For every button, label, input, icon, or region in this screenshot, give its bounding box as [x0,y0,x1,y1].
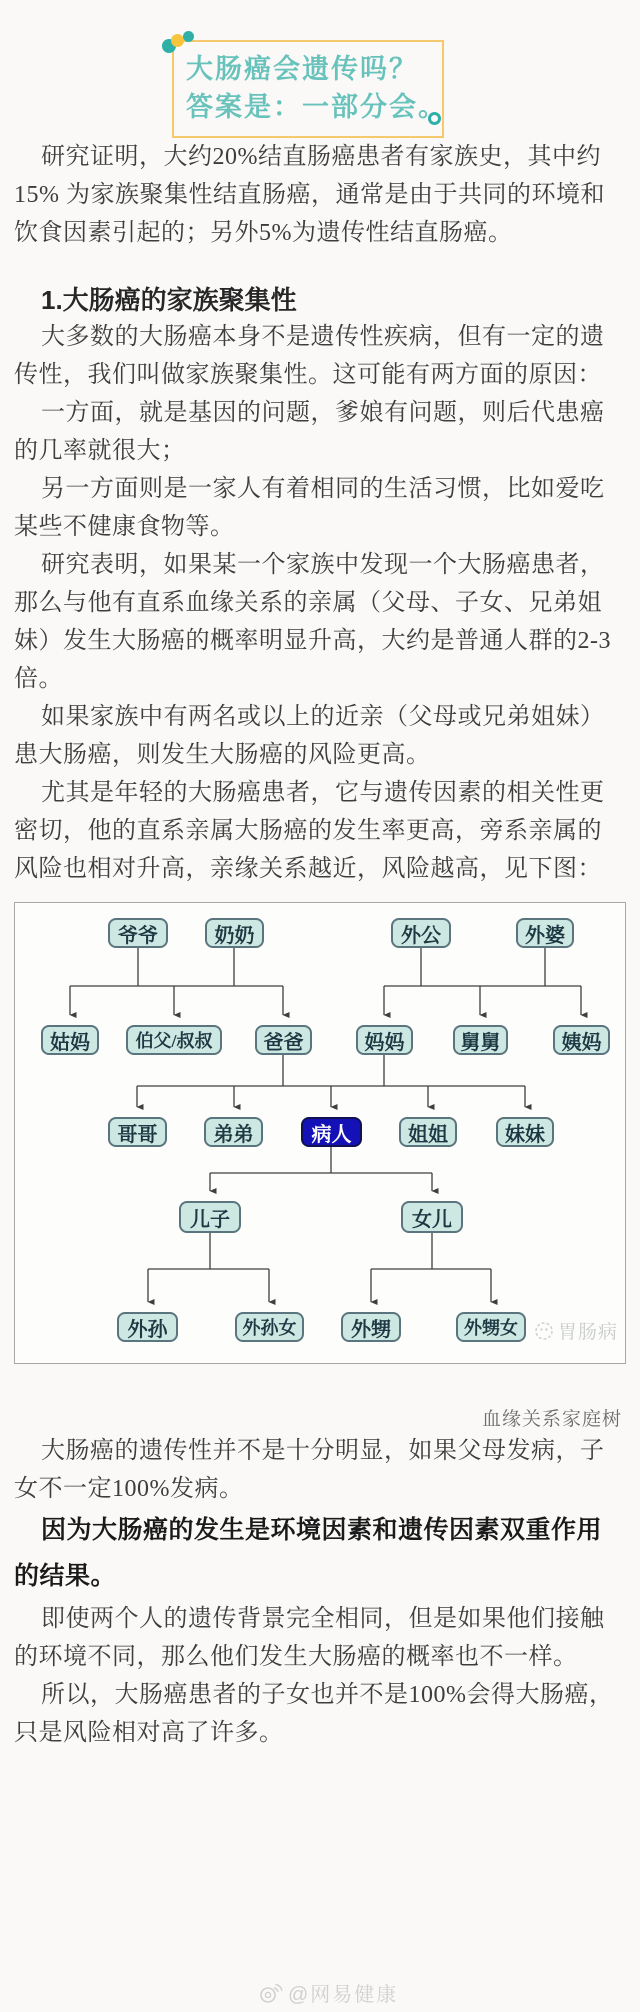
title-box [172,40,447,138]
paragraph-emphasis: 因为大肠癌的发生是环境因素和遗传因素双重作用的结果。 [14,1517,603,1590]
footer-watermark [258,1978,398,2007]
paragraph: 大肠癌的遗传性并不是十分明显，如果父母发病，子女不一定100%发病。 [14,1438,605,1502]
tree-node-grandmother-paternal: 奶奶 [205,918,264,948]
tree-node-daughter: 女儿 [401,1201,463,1233]
tree-node-older-sister: 姐姐 [399,1117,457,1147]
paragraph: 研究表明，如果某一个家族中发现一个大肠癌患者，那么与他有直系血缘关系的亲属（父母、子女、兄弟姐妹）发生大肠癌的概率明显升高，大约是普通人群的2-3倍。 [14,552,611,692]
decor-dot-teal2-icon [183,31,194,42]
section-heading: 1.大肠癌的家族聚集性 [41,285,297,315]
paragraph: 尤其是年轻的大肠癌患者，它与遗传因素的相关性更密切，他的直系亲属大肠癌的发生率更高，旁系亲属的风险也相对升高，亲缘关系越近，风险越高，见下图： [14,780,605,882]
family-tree-diagram [14,902,626,1364]
article-page [0,40,640,2012]
figure-watermark-text: 胃肠病 [558,1322,619,1343]
tree-node-younger-brother: 弟弟 [204,1117,263,1147]
stomach-logo-icon [533,1320,555,1342]
tree-node-aunt-maternal: 姨妈 [553,1025,610,1055]
tree-node-grandson: 外孙 [117,1312,178,1342]
weibo-logo-icon [258,1981,284,2005]
paragraph: 即使两个人的遗传背景完全相同，但是如果他们接触的环境不同，那么他们发生大肠癌的概率也不一样。 [14,1606,605,1670]
tree-node-grandfather-paternal: 爷爷 [108,918,168,948]
decor-ring-icon [428,112,441,125]
tree-node-son: 儿子 [179,1201,241,1233]
footer-watermark-text: @网易健康 [288,1984,399,2006]
page-title-line1: 大肠癌会遗传吗？ [186,54,418,84]
tree-node-nephew: 外甥 [341,1312,401,1342]
paragraph: 另一方面则是一家人有着相同的生活习惯，比如爱吃某些不健康食物等。 [14,476,605,540]
paragraph: 大多数的大肠癌本身不是遗传性疾病，但有一定的遗传性，我们叫做家族聚集性。这可能有两方面的原因： [14,324,605,388]
figure-watermark [533,1317,618,1344]
article-content [0,40,640,1752]
tree-node-older-brother: 哥哥 [108,1117,167,1147]
tree-node-younger-sister: 妹妹 [496,1117,554,1147]
tree-node-grandmother-maternal: 外婆 [516,918,574,948]
paragraph: 所以，大肠癌患者的子女也并不是100%会得大肠癌，只是风险相对高了许多。 [14,1682,614,1746]
tree-node-patient: 病人 [301,1117,362,1147]
tree-node-granddaughter: 外孙女 [235,1312,304,1342]
tree-node-niece: 外甥女 [456,1312,526,1342]
tree-node-uncle-paternal: 伯父/叔叔 [126,1025,222,1055]
figure-caption: 血缘关系家庭树 [481,1409,622,1430]
paragraph: 如果家族中有两名或以上的近亲（父母或兄弟姐妹）患大肠癌，则发生大肠癌的风险更高。 [14,704,605,768]
title-block [172,40,447,138]
tree-node-uncle-maternal: 舅舅 [453,1025,508,1055]
tree-node-mother: 妈妈 [356,1025,413,1055]
tree-node-father: 爸爸 [255,1025,312,1055]
tree-node-aunt-paternal: 姑妈 [41,1025,99,1055]
tree-node-grandfather-maternal: 外公 [391,918,451,948]
paragraph: 一方面，就是基因的问题，爹娘有问题，则后代患癌的几率就很大； [14,400,605,464]
page-title-line2: 答案是：一部分会。 [186,92,447,122]
paragraph-intro: 研究证明，大约20%结直肠癌患者有家族史，其中约15% 为家族聚集性结直肠癌，通常是由于共同的环境和饮食因素引起的；另外5%为遗传性结直肠癌。 [14,144,605,246]
